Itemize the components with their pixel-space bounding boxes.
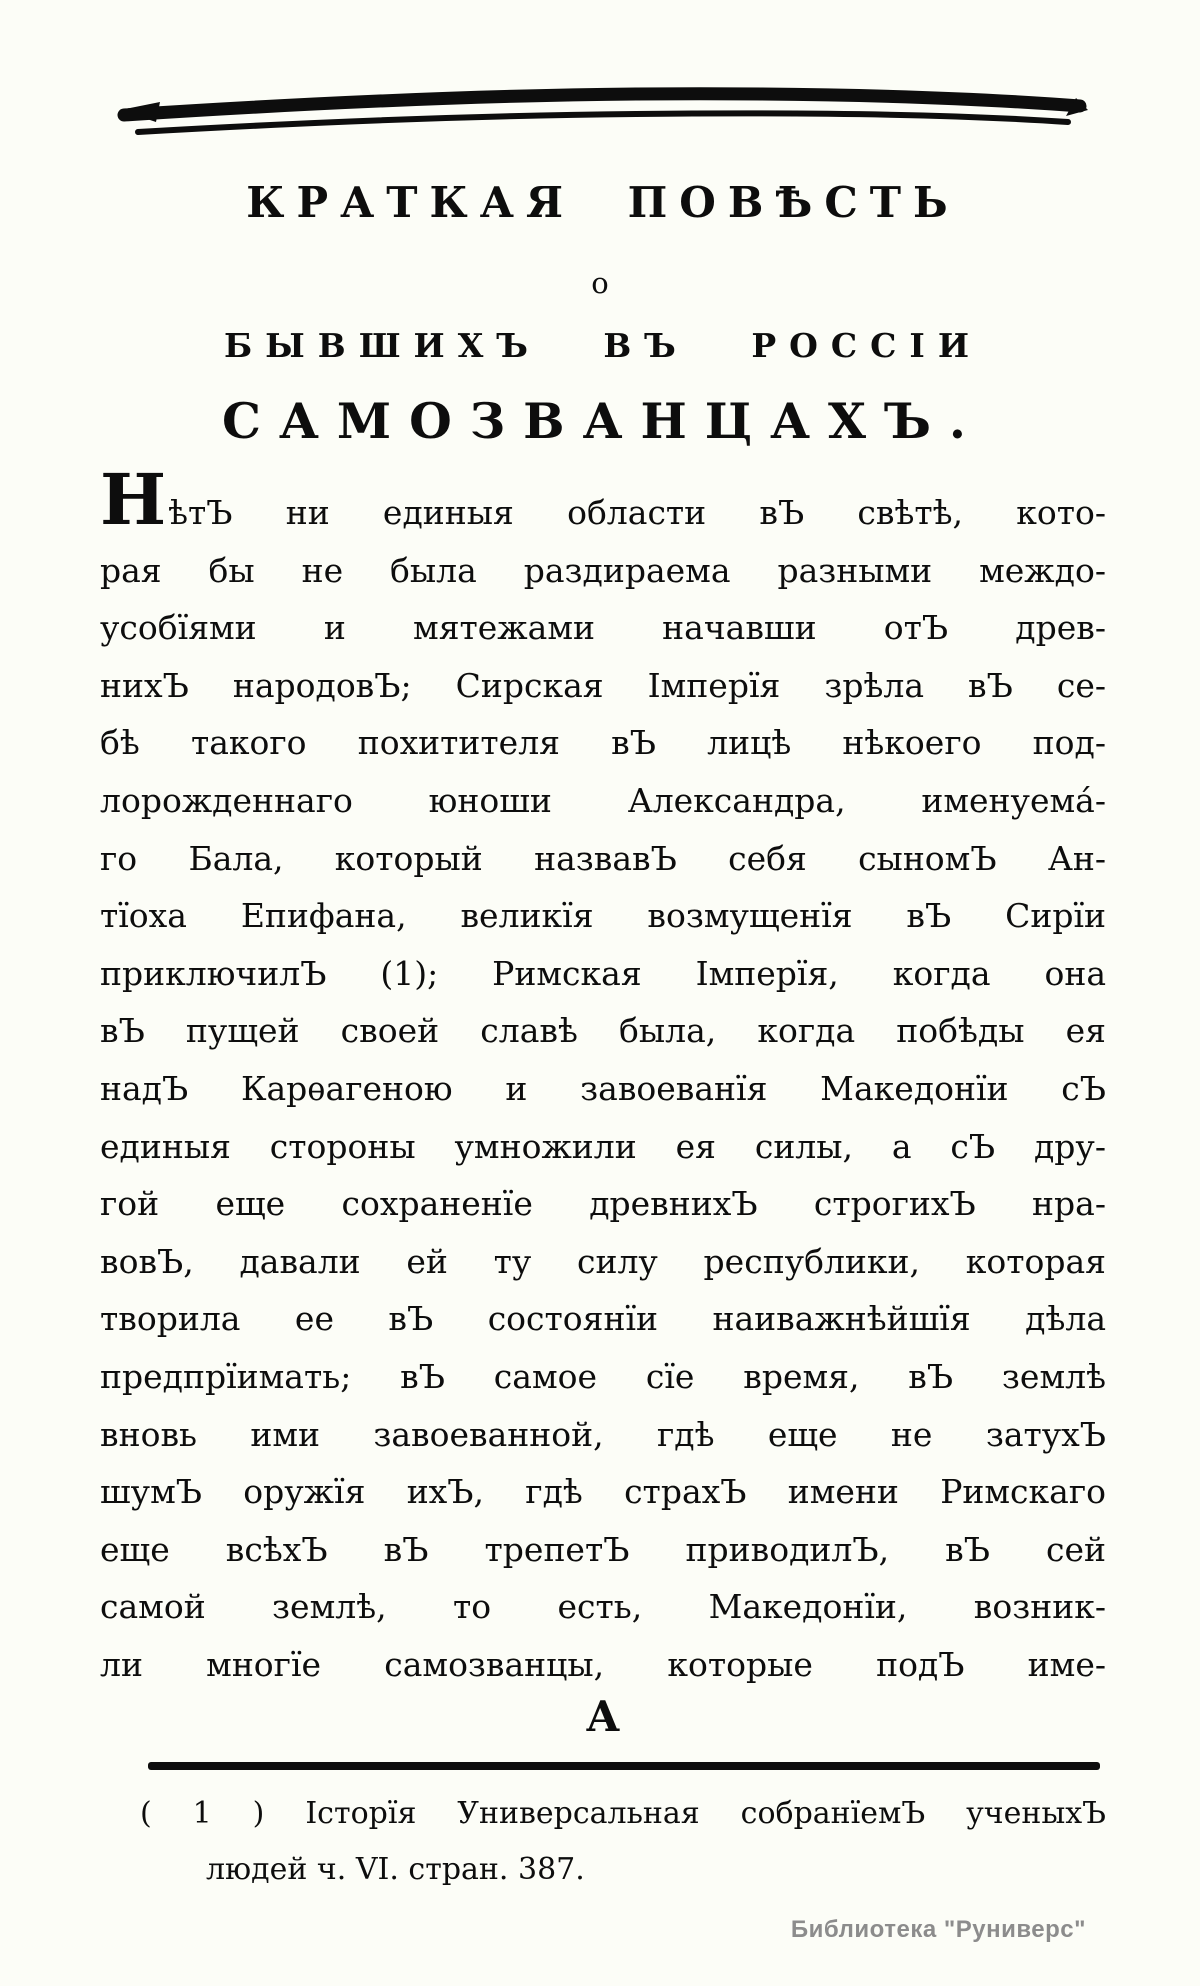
body-line-first-text: ѣтЪ ни единыя области вЪ свѣтѣ, кото-: [168, 493, 1106, 532]
body-line: лорожденнаго юноши Александра, именуема́-: [100, 780, 1106, 820]
body-line: приключилЪ (1); Римская Імперїя, когда она: [100, 953, 1106, 993]
footnote-separator-rule: [148, 1762, 1100, 1770]
body-line: самой землѣ, то есть, Македонїи, возник-: [100, 1587, 1106, 1627]
body-line: бѣ такого похитителя вЪ лицѣ нѣкоего под-: [100, 723, 1106, 763]
body-line: вновь ими завоеванной, гдѣ еще не затухЪ: [100, 1414, 1106, 1454]
body-line: ли многїе самозванцы, которые подЪ име-: [100, 1644, 1106, 1684]
body-line: го Бала, который назвавЪ себя сыномЪ Ан-: [100, 838, 1106, 878]
title-line-2: БЫВШИХЪ ВЪ РОССІИ: [223, 326, 983, 365]
title-preposition: о: [591, 266, 615, 300]
footnote: [140, 1786, 1106, 1898]
body-line: творила ее вЪ состоянїи наиважнѣйшїя дѣла: [100, 1299, 1106, 1339]
body-line: рая бы не была раздираема разными междо-: [100, 550, 1106, 590]
body-line: тїоха Епифана, великїя возмущенїя вЪ Сирїи: [100, 896, 1106, 936]
footnote-line-2: людей ч. VI. стран. 387.: [206, 1852, 585, 1887]
body-line: надЪ Карѳагеною и завоеванїя Македонїи сЪ: [100, 1068, 1106, 1108]
library-watermark: Библиотека "Руниверс": [790, 1916, 1086, 1943]
body-line-first: [100, 458, 1106, 542]
body-paragraph: [100, 458, 1106, 1693]
title-line-1: КРАТКАЯ ПОВѢСТЬ: [246, 178, 960, 227]
body-line: единыя стороны умножили ея силы, а сЪ дру-: [100, 1126, 1106, 1166]
footnote-line-1: ( 1 ) Історїя Универсальная собранїемЪ ученыхЪ: [140, 1796, 1106, 1831]
title-line-3: САМОЗВАНЦАХЪ.: [222, 392, 984, 450]
drop-cap-initial: Н: [100, 458, 169, 541]
body-line: шумЪ оружїя ихЪ, гдѣ страхЪ имени Римскаго: [100, 1472, 1106, 1512]
body-line: усобїями и мятежами начавши отЪ древ-: [100, 608, 1106, 648]
body-line: гой еще сохраненїе древнихЪ строгихЪ нра-: [100, 1184, 1106, 1224]
body-line: нихЪ народовЪ; Сирская Імперїя зрѣла вЪ се-: [100, 665, 1106, 705]
body-line: предпрїимать; вЪ самое сїе время, вЪ землѣ: [100, 1356, 1106, 1396]
header-ornament-rule: [116, 84, 1094, 142]
signature-mark: А: [585, 1692, 621, 1741]
body-line: еще всѣхЪ вЪ трепетЪ приводилЪ, вЪ сей: [100, 1529, 1106, 1569]
body-line: вовЪ, давали ей ту силу республики, которая: [100, 1241, 1106, 1281]
body-line: вЪ пущей своей славѣ была, когда побѣды ея: [100, 1011, 1106, 1051]
